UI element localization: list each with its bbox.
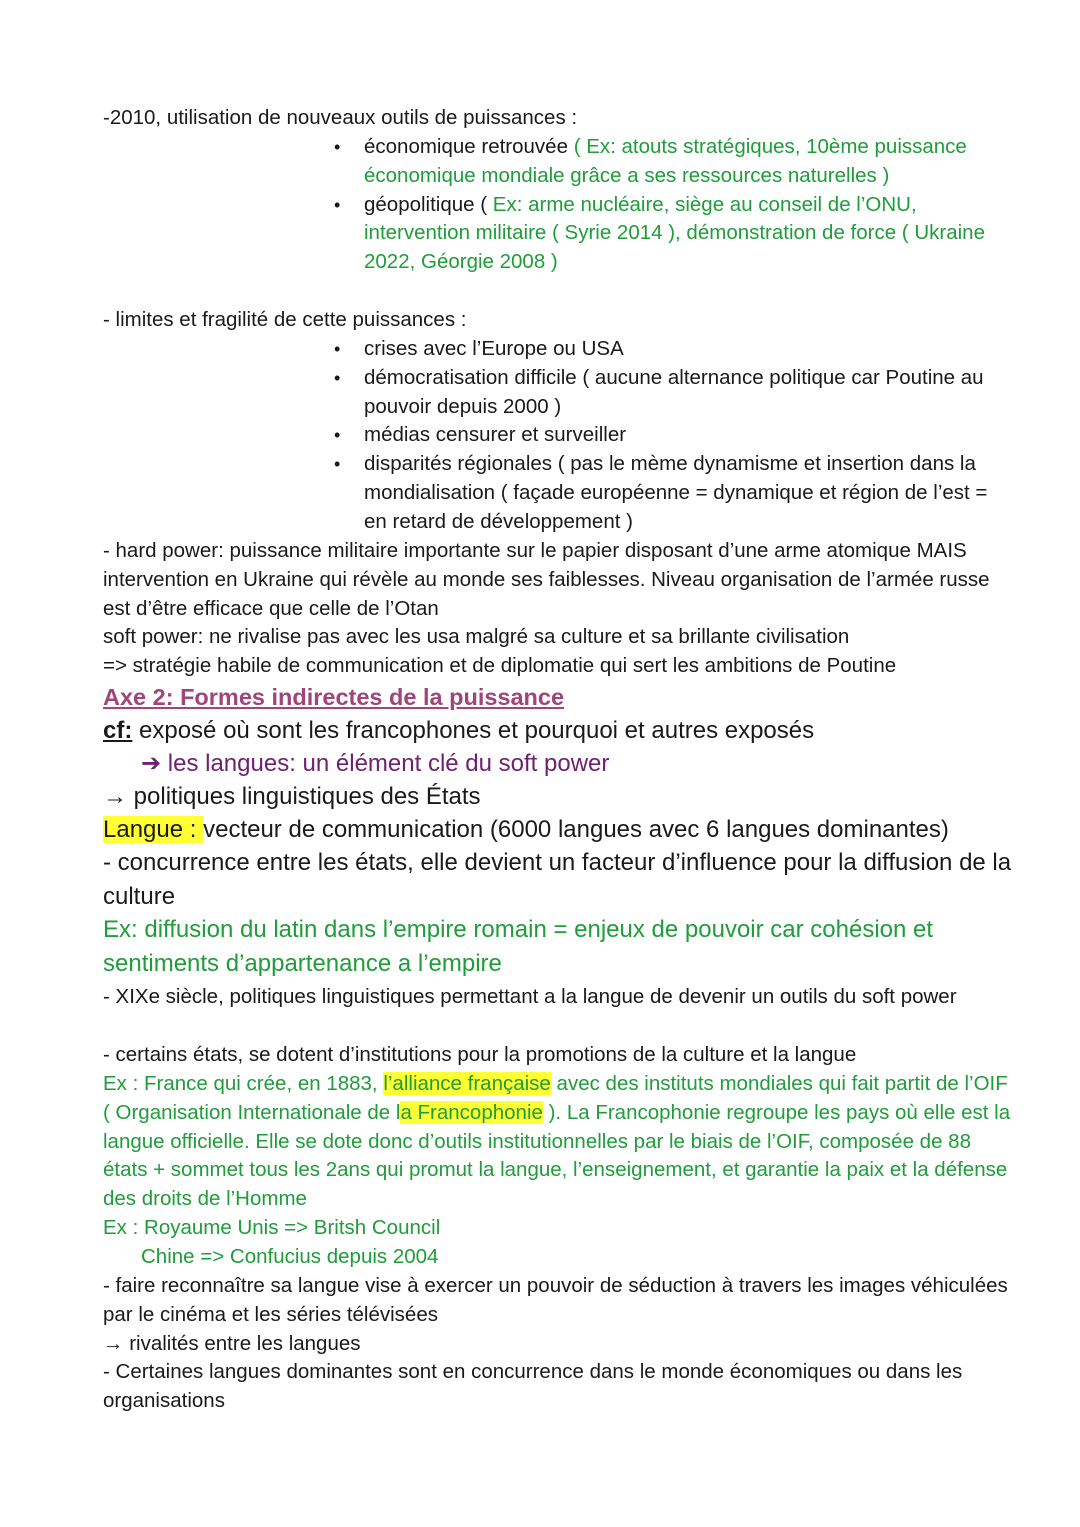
list-item-democratisation — [334, 364, 1000, 422]
langue-definition — [103, 813, 1020, 847]
ex-france-b: avec des instituts mondiales qui fait partit de l’OIF ( Organisation Internationale de l — [103, 1072, 1008, 1124]
bullet-icon: • — [334, 339, 341, 359]
hard-power-paragraph: - hard power: puissance militaire importante sur le papier disposant d’une arme atomique MAIS intervention en Ukraine qui révèle au monde ses faiblesses. Niveau organisation de l’armée russe est d’être efficace que celle de l’Otan — [103, 539, 990, 620]
item-example: ( Ex: atouts stratégiques, 10ème puissance économique mondiale grâce a ses ressources naturelles ) — [364, 135, 967, 187]
faire-paragraph: - faire reconnaître sa langue vise à exercer un pouvoir de séduction à travers les images véhiculées par le cinéma et les séries télévisées — [103, 1274, 1008, 1326]
politiques-line: → politiques linguistiques des États — [103, 783, 481, 810]
bullet-icon: • — [334, 454, 341, 475]
certains-paragraph: - certains états, se dotent d’institutions pour la promotions de la culture et la langue — [103, 1043, 857, 1066]
cf-text: exposé où sont les francophones et pourquoi et autres exposés — [132, 717, 815, 744]
item-main: géopolitique ( — [364, 192, 493, 216]
bullet-icon: • — [334, 194, 341, 215]
item-text: disparités régionales ( pas le mème dynamisme et insertion dans la mondialisation ( façade européenne = dynamique et région de l’est = en retard de développement ) — [364, 452, 988, 533]
cf-label: cf: — [103, 717, 133, 744]
list-outils — [334, 133, 1000, 277]
item-main: économique retrouvée — [364, 135, 574, 158]
xixe-paragraph: - XIXe siècle, politiques linguistiques permettant a la langue de devenir un outils du soft power — [103, 985, 957, 1008]
ex-france-a: Ex : France qui crée, en 1883, — [103, 1072, 384, 1095]
highlight-alliance: l’alliance française — [383, 1072, 551, 1095]
list-item-economique — [334, 133, 1000, 191]
arrow-right-icon: ➔ — [141, 750, 162, 777]
ex-latin-paragraph: Ex: diffusion du latin dans l’empire romain = enjeux de pouvoir car cohésion et sentiments d’appartenance a l’empire — [103, 916, 934, 977]
ex-chine: Chine => Confucius depuis 2004 — [141, 1245, 439, 1268]
concurrence-paragraph: - concurrence entre les états, elle devient un facteur d’influence pour la diffusion de la culture — [103, 849, 1012, 910]
bullet-icon: • — [334, 137, 341, 157]
cf-line — [103, 714, 1020, 748]
list-item-geopolitique — [334, 191, 1000, 277]
item-example: Ex: arme nucléaire, siège au conseil de l’ONU, intervention militaire ( Syrie 2014 ), démonstration de force ( Ukraine 2022, Géorgie 2008 ) — [364, 192, 985, 274]
item-text: crises avec l’Europe ou USA — [364, 337, 624, 360]
dominantes-paragraph: - Certaines langues dominantes sont en concurrence dans le monde économiques ou dans les organisations — [103, 1360, 963, 1412]
list-item-medias — [334, 421, 1000, 450]
section-heading-axe2: Axe 2: Formes indirectes de la puissance — [103, 684, 565, 710]
soft-power-paragraph: soft power: ne rivalise pas avec les usa malgré sa culture et sa brillante civilisation — [103, 625, 850, 648]
langues-text: les langues: un élément clé du soft power — [161, 750, 610, 777]
highlight-francophonie: a Francophonie — [400, 1100, 543, 1124]
limites-heading: - limites et fragilité de cette puissances : — [103, 308, 467, 331]
rivalites-line: → rivalités entre les langues — [103, 1332, 361, 1355]
strategie-paragraph: => stratégie habile de communication et de diplomatie qui sert les ambitions de Poutine — [103, 654, 897, 677]
highlight-langue: Langue : — [103, 816, 204, 843]
ex-royaume-unis: Ex : Royaume Unis => Britsh Council — [103, 1216, 441, 1239]
list-item-disparites — [334, 450, 1000, 536]
item-text: médias censurer et surveiller — [364, 423, 627, 447]
list-item-crises — [334, 335, 1000, 364]
intro-2010: -2010, utilisation de nouveaux outils de puissances : — [103, 106, 578, 129]
bullet-icon: • — [334, 425, 341, 446]
ex-france-c: ). La Francophonie regroupe les pays où elle est la langue officielle. Elle se dote donc d’outils institutionnelles par le biais de l’OIF, composée de 88 états + sommet tous les 2ans qui promut la langue, l’enseignement, et garantie la paix et la défense des droits de l’Homme — [103, 1100, 1011, 1211]
langue-text: vecteur de communication (6000 langues avec 6 langues dominantes) — [203, 816, 949, 843]
ex-france-paragraph — [103, 1070, 1020, 1214]
item-text: démocratisation difficile ( aucune alternance politique car Poutine au pouvoir depuis 2000 ) — [364, 365, 984, 418]
bullet-icon: • — [334, 367, 341, 388]
list-limites — [334, 335, 1000, 537]
langues-subheading — [103, 747, 1020, 781]
